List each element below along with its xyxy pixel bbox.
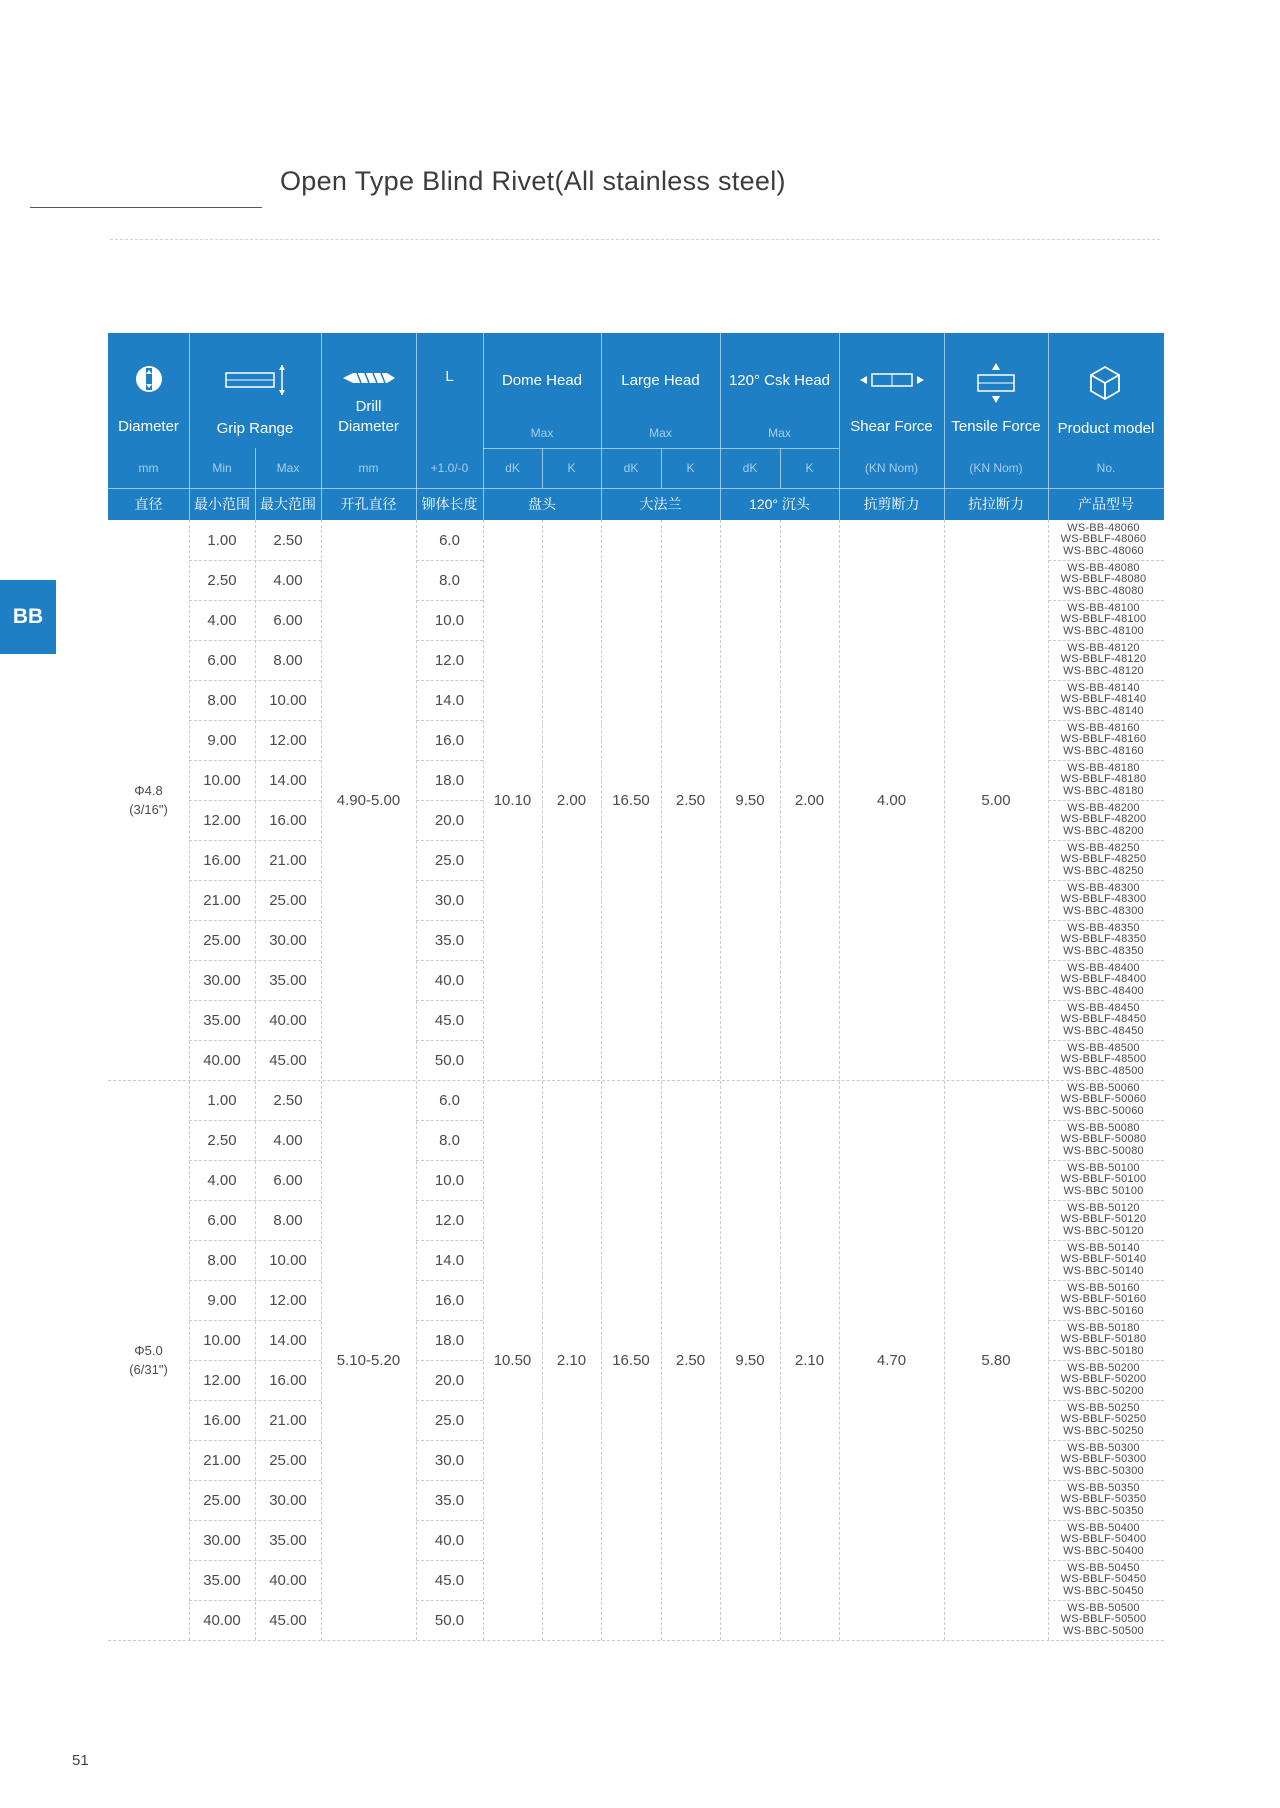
grip-max-value: 8.00 <box>273 1211 303 1229</box>
product-model-number: WS-BBC-50450 <box>1063 1584 1144 1597</box>
grip-min-value: 2.50 <box>207 571 237 589</box>
grip-max-value: 16.00 <box>269 1371 307 1389</box>
product-model-number: WS-BBC-50200 <box>1063 1384 1144 1397</box>
grip-max-value: 25.00 <box>269 1451 307 1469</box>
large-dk-label: dK <box>623 461 639 475</box>
product-model-cell <box>1043 1040 1164 1080</box>
product-model-number: WS-BBC-48200 <box>1063 824 1144 837</box>
product-model-number: WS-BBC 50100 <box>1063 1184 1144 1197</box>
product-model-number: WS-BBC-50140 <box>1063 1264 1144 1277</box>
product-model-cell <box>1043 1120 1164 1160</box>
grip-max-value: 2.50 <box>273 531 303 549</box>
product-model-cell <box>1043 680 1164 720</box>
grip-max-value: 35.00 <box>269 971 307 989</box>
product-model-label: Product model <box>1057 419 1155 437</box>
dome-dk-value: 10.10 <box>493 791 532 809</box>
product-model-number: WS-BBLF-50300 <box>1060 1453 1147 1466</box>
length-value: 20.0 <box>434 1371 465 1389</box>
diameter-cn: 直径 <box>134 496 163 512</box>
product-model-number: WS-BBLF-48450 <box>1060 1013 1147 1026</box>
shear-force-icon <box>860 371 924 389</box>
product-model-cell <box>1043 1280 1164 1320</box>
diameter-metric: Φ5.0 <box>134 1343 163 1358</box>
grip-max-value: 25.00 <box>269 891 307 909</box>
length-value: 6.0 <box>439 1091 460 1109</box>
grip-min-value: 1.00 <box>207 1091 237 1109</box>
grip-min-value: 16.00 <box>203 1411 241 1429</box>
diameter-value <box>108 520 189 1080</box>
grip-range-icon <box>220 363 290 397</box>
grip-min-value: 30.00 <box>203 971 241 989</box>
rivet-diameter-icon <box>134 364 164 394</box>
product-model-number: WS-BB-50060 <box>1067 1081 1140 1094</box>
product-model-number: WS-BB-50300 <box>1067 1441 1140 1454</box>
drill-diameter-value: 5.10-5.20 <box>336 1351 401 1369</box>
product-model-cell <box>1043 1200 1164 1240</box>
grip-max-value: 40.00 <box>269 1571 307 1589</box>
grip-max-value: 14.00 <box>269 1331 307 1349</box>
product-model-number: WS-BBLF-48250 <box>1060 853 1147 866</box>
product-model-number: WS-BBC-48100 <box>1063 624 1144 637</box>
dome-head-cn: 盘头 <box>528 496 556 512</box>
drill-label-line2: Diameter <box>338 417 399 435</box>
grip-min-value: 6.00 <box>207 1211 237 1229</box>
product-model-number: WS-BBC-50160 <box>1063 1304 1144 1317</box>
grip-max-value: 40.00 <box>269 1011 307 1029</box>
product-model-cell <box>1043 1360 1164 1400</box>
product-model-number: WS-BB-50160 <box>1067 1281 1140 1294</box>
diameter-imperial: (6/31") <box>129 1362 168 1377</box>
product-model-number: WS-BBC-48500 <box>1063 1064 1144 1077</box>
product-model-number: WS-BBLF-48160 <box>1060 733 1147 746</box>
product-model-number: WS-BB-50350 <box>1067 1481 1140 1494</box>
grip-max-value: 30.00 <box>269 1491 307 1509</box>
length-value: 10.0 <box>434 611 465 629</box>
product-model-number: WS-BB-50180 <box>1067 1321 1140 1334</box>
product-model-number: WS-BB-50400 <box>1067 1521 1140 1534</box>
dome-head-label: Dome Head <box>501 371 583 389</box>
grip-max-value: 35.00 <box>269 1531 307 1549</box>
grip-min-value: 25.00 <box>203 931 241 949</box>
product-model-cell <box>1043 720 1164 760</box>
product-model-cell <box>1043 640 1164 680</box>
product-model-number: WS-BBLF-50100 <box>1060 1173 1147 1186</box>
product-model-number: WS-BB-48060 <box>1067 521 1140 534</box>
grip-max-value: 14.00 <box>269 771 307 789</box>
product-model-number: WS-BB-48120 <box>1067 641 1140 654</box>
grip-max-value: 2.50 <box>273 1091 303 1109</box>
product-model-number: WS-BB-48450 <box>1067 1001 1140 1014</box>
tensile-force-cn: 抗拉断力 <box>968 496 1024 512</box>
product-model-number: WS-BBC-48450 <box>1063 1024 1144 1037</box>
product-model-number: WS-BBLF-48200 <box>1060 813 1147 826</box>
product-model-number: WS-BBC-48250 <box>1063 864 1144 877</box>
product-model-number: WS-BBLF-50450 <box>1060 1573 1147 1586</box>
grip-max-cn: 最大范围 <box>260 496 316 512</box>
grip-min-value: 2.50 <box>207 1131 237 1149</box>
product-model-number: WS-BB-50250 <box>1067 1401 1140 1414</box>
tensile-force-value: 5.00 <box>981 791 1011 809</box>
length-value: 50.0 <box>434 1051 465 1069</box>
length-value: 8.0 <box>439 1131 460 1149</box>
group-divider <box>108 1640 1164 1641</box>
grip-min-value: 4.00 <box>207 611 237 629</box>
product-model-cell <box>1043 1400 1164 1440</box>
product-model-cell <box>1043 1520 1164 1560</box>
product-model-cn: 产品型号 <box>1078 496 1134 512</box>
grip-max-value: 16.00 <box>269 811 307 829</box>
product-model-cell <box>1043 1000 1164 1040</box>
product-model-number: WS-BBLF-48060 <box>1060 533 1147 546</box>
product-model-cell <box>1043 1480 1164 1520</box>
product-model-number: WS-BB-48160 <box>1067 721 1140 734</box>
product-model-number: WS-BBLF-48400 <box>1060 973 1147 986</box>
csk-dk-label: dK <box>742 461 758 475</box>
grip-min-value: 21.00 <box>203 891 241 909</box>
product-model-cell <box>1043 600 1164 640</box>
product-model-number: WS-BB-50140 <box>1067 1241 1140 1254</box>
grip-max-value: 4.00 <box>273 1131 303 1149</box>
product-model-number: WS-BB-48080 <box>1067 561 1140 574</box>
product-model-cell <box>1043 520 1164 560</box>
length-value: 40.0 <box>434 1531 465 1549</box>
grip-min-value: 12.00 <box>203 1371 241 1389</box>
title-divider <box>110 239 1160 240</box>
csk-head-max: Max <box>768 426 791 440</box>
length-value: 35.0 <box>434 931 465 949</box>
drill-cn: 开孔直径 <box>340 496 397 512</box>
product-model-cell <box>1043 840 1164 880</box>
grip-max-value: 4.00 <box>273 571 303 589</box>
product-model-number: WS-BB-50120 <box>1067 1201 1140 1214</box>
length-value: 30.0 <box>434 891 465 909</box>
grip-min-value: 6.00 <box>207 651 237 669</box>
product-model-number: WS-BBLF-50350 <box>1060 1493 1147 1506</box>
product-model-number: WS-BBLF-50500 <box>1060 1613 1147 1626</box>
product-model-number: WS-BBLF-48080 <box>1060 573 1147 586</box>
grip-min-value: 35.00 <box>203 1011 241 1029</box>
csk-k-label: K <box>805 461 814 475</box>
product-model-number: WS-BBLF-50160 <box>1060 1293 1147 1306</box>
dome-k-label: K <box>567 461 576 475</box>
diameter-label: Diameter <box>118 417 179 435</box>
product-model-cell <box>1043 960 1164 1000</box>
length-value: 12.0 <box>434 1211 465 1229</box>
table-header <box>108 333 1164 520</box>
tensile-force-unit: (KN Nom) <box>969 461 1023 475</box>
length-value: 25.0 <box>434 1411 465 1429</box>
product-model-number: WS-BBC-48300 <box>1063 904 1144 917</box>
grip-max-value: 12.00 <box>269 1291 307 1309</box>
product-model-number: WS-BB-50450 <box>1067 1561 1140 1574</box>
grip-min-value: 40.00 <box>203 1611 241 1629</box>
product-model-cell <box>1043 880 1164 920</box>
shear-force-value: 4.70 <box>876 1351 907 1369</box>
product-model-number: WS-BB-48300 <box>1067 881 1140 894</box>
product-model-number: WS-BBC-48060 <box>1063 544 1144 557</box>
length-label: L <box>445 367 454 385</box>
product-model-number: WS-BBC-50180 <box>1063 1344 1144 1357</box>
product-model-number: WS-BB-48350 <box>1067 921 1140 934</box>
grip-min-value: 21.00 <box>203 1451 241 1469</box>
shear-force-label: Shear Force <box>850 417 933 435</box>
product-model-number: WS-BB-48200 <box>1067 801 1140 814</box>
product-model-number: WS-BBC-48080 <box>1063 584 1144 597</box>
length-value: 35.0 <box>434 1491 465 1509</box>
grip-range-label: Grip Range <box>216 419 294 437</box>
product-model-cell <box>1043 1160 1164 1200</box>
length-value: 18.0 <box>434 1331 465 1349</box>
shear-force-value: 4.00 <box>876 791 907 809</box>
cube-icon <box>1088 365 1122 401</box>
product-model-cell <box>1043 1560 1164 1600</box>
product-model-number: WS-BBC-48140 <box>1063 704 1144 717</box>
dome-dk-label: dK <box>505 461 520 475</box>
drill-diameter-value: 4.90-5.00 <box>336 791 401 809</box>
product-model-number: WS-BB-50100 <box>1067 1161 1140 1174</box>
length-cn: 铆体长度 <box>421 496 478 512</box>
grip-min-value: 12.00 <box>203 811 241 829</box>
product-model-number: WS-BB-50500 <box>1067 1601 1140 1614</box>
length-value: 12.0 <box>434 651 465 669</box>
grip-max-value: 21.00 <box>269 851 307 869</box>
length-value: 50.0 <box>434 1611 465 1629</box>
large-k-label: K <box>686 461 695 475</box>
product-model-cell <box>1043 560 1164 600</box>
product-model-number: WS-BBLF-48140 <box>1060 693 1147 706</box>
product-model-number: WS-BBLF-50060 <box>1060 1093 1147 1106</box>
large-head-max: Max <box>649 426 672 440</box>
product-model-number: WS-BBC-48400 <box>1063 984 1144 997</box>
product-model-unit: No. <box>1096 461 1116 475</box>
product-model-number: WS-BBC-50120 <box>1063 1224 1144 1237</box>
diameter-value <box>108 1080 189 1640</box>
drill-unit: mm <box>358 461 379 475</box>
product-model-number: WS-BBC-50500 <box>1063 1624 1144 1637</box>
length-value: 25.0 <box>434 851 465 869</box>
product-model-number: WS-BBC-50060 <box>1063 1104 1144 1117</box>
tensile-force-label: Tensile Force <box>951 417 1041 435</box>
page-number: 51 <box>72 1752 89 1769</box>
grip-max-value: 10.00 <box>269 1251 307 1269</box>
length-value: 30.0 <box>434 1451 465 1469</box>
tensile-force-icon <box>974 363 1018 403</box>
large-k-value: 2.50 <box>675 791 706 809</box>
grip-max-value: 8.00 <box>273 651 303 669</box>
product-model-number: WS-BB-50200 <box>1067 1361 1140 1374</box>
diameter-unit: mm <box>138 461 159 475</box>
grip-min-value: 9.00 <box>207 1291 237 1309</box>
csk-dk-value: 9.50 <box>735 1351 765 1369</box>
product-model-number: WS-BBLF-50080 <box>1060 1133 1147 1146</box>
grip-min-value: 8.00 <box>207 1251 237 1269</box>
drill-label-line1: Drill <box>355 397 382 415</box>
dome-k-value: 2.00 <box>556 791 587 809</box>
grip-min-value: 1.00 <box>207 531 237 549</box>
dome-head-max: Max <box>530 426 554 440</box>
grip-max-value: 12.00 <box>269 731 307 749</box>
grip-max-label: Max <box>276 461 300 475</box>
length-value: 8.0 <box>439 571 460 589</box>
product-model-cell <box>1043 800 1164 840</box>
product-model-cell <box>1043 920 1164 960</box>
grip-max-value: 30.00 <box>269 931 307 949</box>
shear-force-cn: 抗剪断力 <box>863 496 920 512</box>
product-model-number: WS-BBC-48180 <box>1063 784 1144 797</box>
grip-min-value: 16.00 <box>203 851 241 869</box>
product-model-number: WS-BBLF-48180 <box>1060 773 1147 786</box>
product-model-number: WS-BBC-50350 <box>1063 1504 1144 1517</box>
grip-max-value: 10.00 <box>269 691 307 709</box>
product-model-cell <box>1043 1080 1164 1120</box>
product-model-number: WS-BBLF-50140 <box>1060 1253 1147 1266</box>
title-underline <box>30 207 262 208</box>
large-head-label: Large Head <box>621 371 700 389</box>
grip-min-value: 10.00 <box>203 1331 241 1349</box>
product-model-number: WS-BBC-48120 <box>1063 664 1144 677</box>
product-model-number: WS-BBC-50300 <box>1063 1464 1144 1477</box>
grip-min-value: 30.00 <box>203 1531 241 1549</box>
grip-min-cn: 最小范围 <box>194 496 250 512</box>
dome-k-value: 2.10 <box>556 1351 587 1369</box>
product-model-number: WS-BB-48500 <box>1067 1041 1140 1054</box>
length-value: 6.0 <box>439 531 460 549</box>
large-dk-value: 16.50 <box>612 791 650 809</box>
length-value: 10.0 <box>434 1171 465 1189</box>
product-model-number: WS-BBLF-48350 <box>1060 933 1147 946</box>
product-model-number: WS-BBC-48350 <box>1063 944 1144 957</box>
length-value: 20.0 <box>434 811 465 829</box>
diameter-imperial: (3/16") <box>129 802 168 817</box>
large-head-cn: 大法兰 <box>639 496 682 512</box>
product-model-number: WS-BB-48400 <box>1067 961 1140 974</box>
grip-min-label: Min <box>212 461 232 475</box>
csk-k-value: 2.00 <box>794 791 825 809</box>
grip-min-value: 35.00 <box>203 1571 241 1589</box>
product-model-cell <box>1043 1600 1164 1640</box>
dome-dk-value: 10.50 <box>493 1351 532 1369</box>
length-value: 45.0 <box>434 1571 465 1589</box>
grip-min-value: 25.00 <box>203 1491 241 1509</box>
csk-k-value: 2.10 <box>794 1351 825 1369</box>
product-model-number: WS-BB-48100 <box>1067 601 1140 614</box>
grip-min-value: 8.00 <box>207 691 237 709</box>
csk-head-cn: 120° 沉头 <box>749 496 810 512</box>
large-dk-value: 16.50 <box>612 1351 650 1369</box>
product-model-number: WS-BB-48180 <box>1067 761 1140 774</box>
grip-min-value: 40.00 <box>203 1051 241 1069</box>
large-k-value: 2.50 <box>675 1351 706 1369</box>
length-tolerance: +1.0/-0 <box>430 461 469 475</box>
page-title: Open Type Blind Rivet(All stainless steel) <box>280 166 786 196</box>
grip-max-value: 6.00 <box>273 1171 303 1189</box>
product-model-number: WS-BBLF-48300 <box>1060 893 1147 906</box>
product-model-number: WS-BBC-50080 <box>1063 1144 1144 1157</box>
table-body <box>108 520 1164 1640</box>
drill-bit-icon <box>343 371 395 385</box>
grip-min-value: 4.00 <box>207 1171 237 1189</box>
tensile-force-value: 5.80 <box>981 1351 1011 1369</box>
product-model-number: WS-BBLF-48120 <box>1060 653 1147 666</box>
length-value: 14.0 <box>434 691 465 709</box>
grip-max-value: 6.00 <box>273 611 303 629</box>
product-model-cell <box>1043 1240 1164 1280</box>
product-model-number: WS-BBLF-50200 <box>1060 1373 1147 1386</box>
length-value: 16.0 <box>434 731 465 749</box>
grip-max-value: 21.00 <box>269 1411 307 1429</box>
product-model-number: WS-BBLF-50180 <box>1060 1333 1147 1346</box>
product-model-number: WS-BBLF-48500 <box>1060 1053 1147 1066</box>
length-value: 18.0 <box>434 771 465 789</box>
product-model-number: WS-BBLF-50120 <box>1060 1213 1147 1226</box>
product-model-number: WS-BBC-50400 <box>1063 1544 1144 1557</box>
grip-min-value: 9.00 <box>207 731 237 749</box>
diameter-metric: Φ4.8 <box>134 783 163 798</box>
product-model-number: WS-BB-50080 <box>1067 1121 1140 1134</box>
product-model-number: WS-BB-48250 <box>1067 841 1140 854</box>
product-model-cell <box>1043 1440 1164 1480</box>
length-value: 14.0 <box>434 1251 465 1269</box>
grip-max-value: 45.00 <box>269 1611 307 1629</box>
product-model-number: WS-BBC-48160 <box>1063 744 1144 757</box>
product-model-cell <box>1043 1320 1164 1360</box>
grip-min-value: 10.00 <box>203 771 241 789</box>
shear-force-unit: (KN Nom) <box>864 461 919 475</box>
grip-max-value: 45.00 <box>269 1051 307 1069</box>
csk-head-label: 120° Csk Head <box>728 371 831 389</box>
section-tab: BB <box>0 580 56 654</box>
length-value: 16.0 <box>434 1291 465 1309</box>
csk-dk-value: 9.50 <box>735 791 765 809</box>
product-model-number: WS-BBLF-48100 <box>1060 613 1147 626</box>
product-model-number: WS-BBLF-50400 <box>1060 1533 1147 1546</box>
length-value: 45.0 <box>434 1011 465 1029</box>
product-model-number: WS-BB-48140 <box>1067 681 1140 694</box>
product-model-number: WS-BBC-50250 <box>1063 1424 1144 1437</box>
length-value: 40.0 <box>434 971 465 989</box>
product-model-cell <box>1043 760 1164 800</box>
product-model-number: WS-BBLF-50250 <box>1060 1413 1147 1426</box>
